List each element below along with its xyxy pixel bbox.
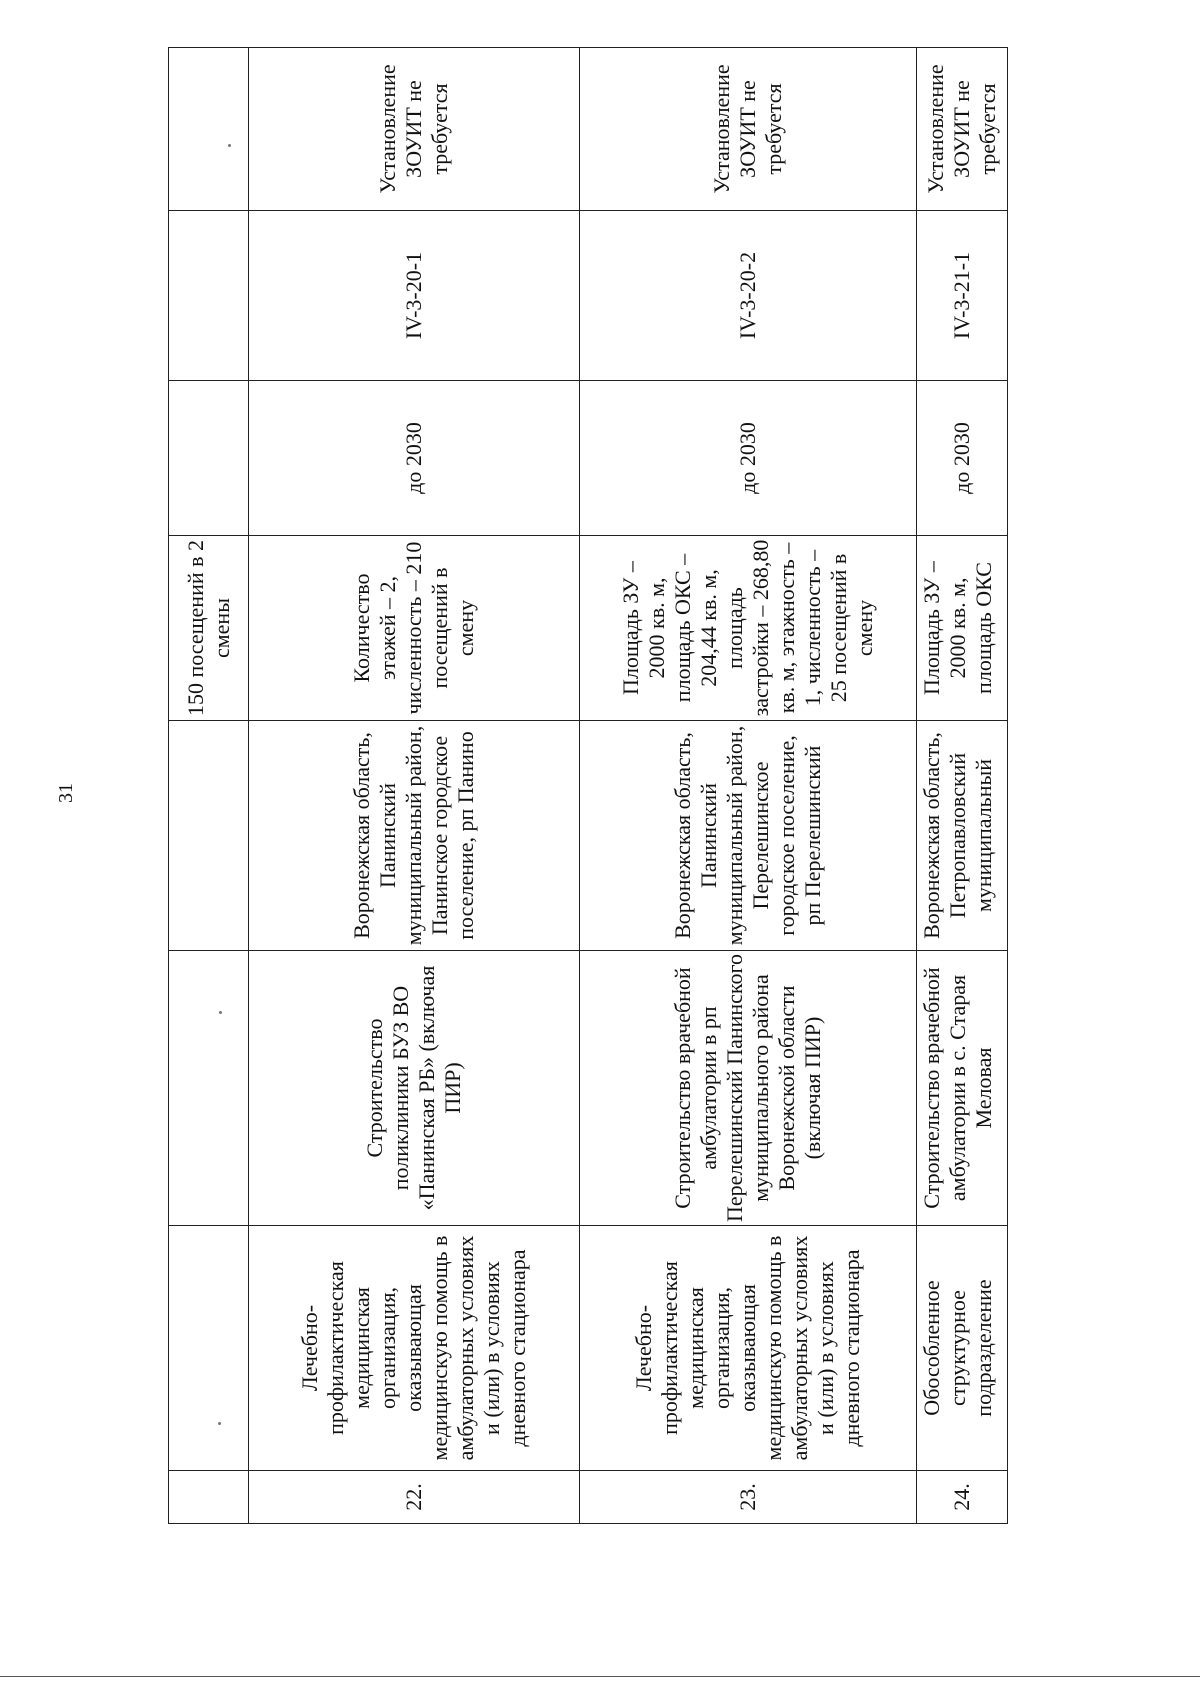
scan-speck (219, 1011, 222, 1014)
characteristics-cell: Количество этажей – 2, численность – 210 посещений в смену (249, 536, 580, 721)
objects-table (168, 48, 1007, 1524)
header-fragment-code-cell (169, 211, 249, 381)
header-fragment-term-cell (169, 381, 249, 536)
purpose-cell (917, 1226, 1008, 1471)
table-row (249, 48, 580, 1524)
characteristics-text: Площадь ЗУ – 2000 кв. м, площадь ОКС (919, 561, 996, 695)
header-fragment-name-cell (169, 951, 249, 1226)
table-row (917, 48, 1008, 1524)
row-number-cell: 22. (249, 1471, 580, 1524)
scan-speck (228, 144, 231, 147)
term-cell: до 2030 (249, 381, 580, 536)
table-row (580, 48, 917, 1524)
term-cell: до 2030 (917, 381, 1008, 536)
row-number-cell: 23. (580, 1471, 917, 1524)
location-cell: Воронежская область, Панинский муниципальный район, Перелешинское городское поселение, рп Перелешинский (580, 721, 917, 951)
code-cell: IV-3-20-1 (249, 211, 580, 381)
purpose-cell: Лечебно-профилактическая медицинская организация, оказывающая медицинскую помощь в амбулаторных условиях и (или) в условиях дневного стационара (249, 1226, 580, 1471)
characteristics-cell: Площадь ЗУ – 2000 кв. м, площадь ОКС – 204,44 кв. м, площадь застройки – 268,80 кв. м, этажность – 1, численность – 25 посещений в смену (580, 536, 917, 721)
header-fragment-num-cell (169, 1471, 249, 1524)
purpose-text: Обособленное структурное подразделение (919, 1279, 996, 1417)
zone-cell: Установление ЗОУИТ не требуется (917, 48, 1008, 211)
header-fragment-purpose-cell (169, 1226, 249, 1471)
location-cell (917, 721, 1008, 951)
scan-speck (218, 1422, 221, 1425)
zone-cell: Установление ЗОУИТ не требуется (249, 48, 580, 211)
object-name-text: Строительство врачебной амбулатории в с. Старая Меловая (919, 967, 996, 1209)
code-cell: IV-3-21-1 (917, 211, 1008, 381)
header-fragment-zone-cell (169, 48, 249, 211)
term-cell: до 2030 (580, 381, 917, 536)
page-number: 31 (55, 783, 77, 803)
object-name-cell: Строительство врачебной амбулатории в рп Перелешинский Панинского муниципального района Воронежской области (включая ПИР) (580, 951, 917, 1226)
row-number-cell: 24. (917, 1471, 1008, 1524)
table-header-fragment-row (169, 48, 249, 1524)
location-cell: Воронежская область, Панинский муниципальный район, Панинское городское поселение, рп Панино (249, 721, 580, 951)
location-text: Воронежская область, Петропавловский муниципальный (919, 732, 996, 939)
header-fragment-location-cell (169, 721, 249, 951)
purpose-cell: Лечебно-профилактическая медицинская организация, оказывающая медицинскую помощь в амбулаторных условиях и (или) в условиях дневного стационара (580, 1226, 917, 1471)
zone-cell: Установление ЗОУИТ не требуется (580, 48, 917, 211)
code-cell: IV-3-20-2 (580, 211, 917, 381)
scan-bottom-rule (0, 1676, 1200, 1677)
header-fragment-characteristics-cell: 150 посещений в 2 смены (169, 536, 249, 721)
object-name-cell: Строительство поликлиники БУЗ ВО «Панинская РБ» (включая ПИР) (249, 951, 580, 1226)
characteristics-cell (917, 536, 1008, 721)
object-name-cell (917, 951, 1008, 1226)
